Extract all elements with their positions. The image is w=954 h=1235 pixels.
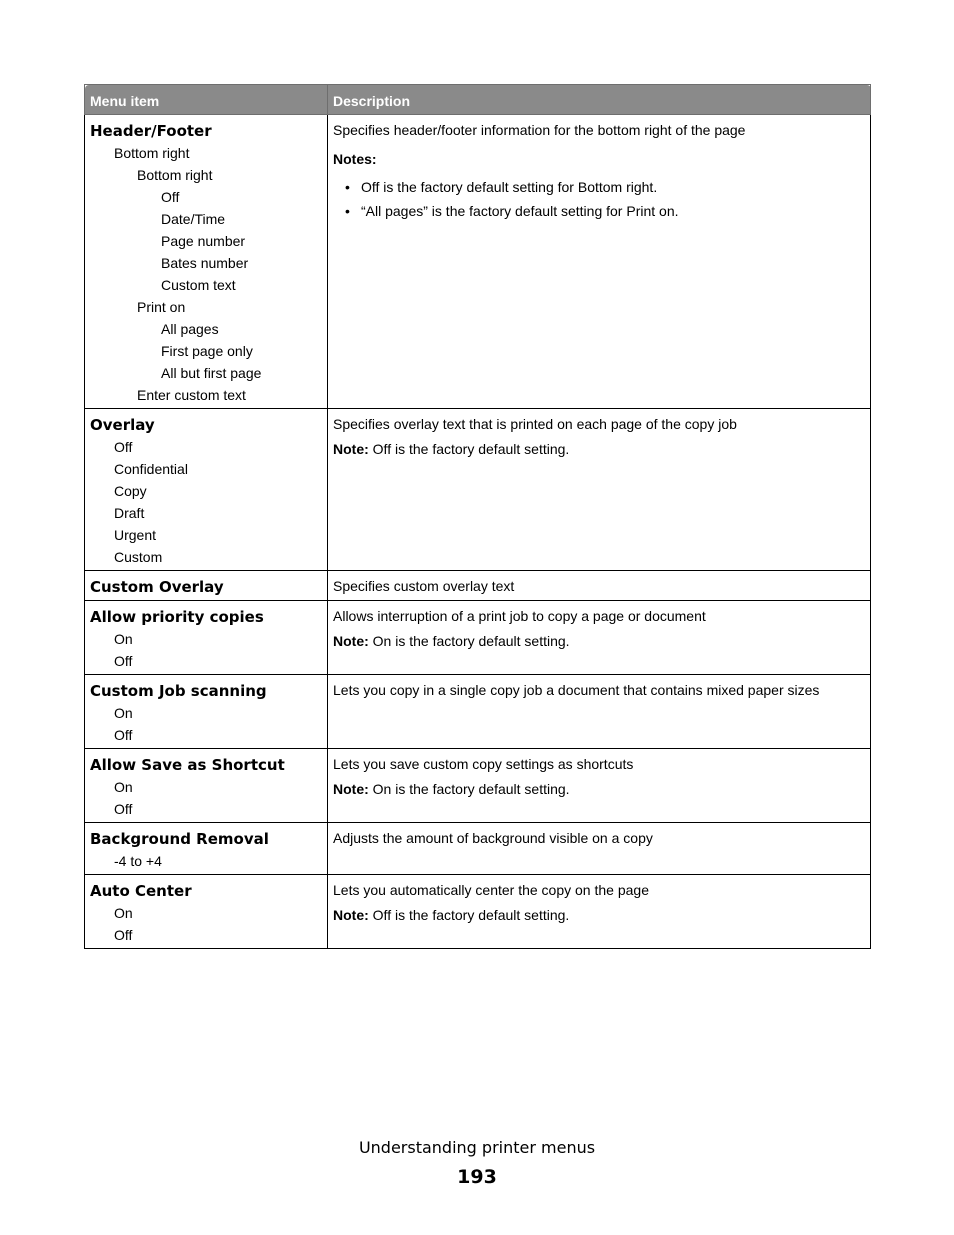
column-header-menu-item: Menu item	[85, 85, 328, 115]
menu-item-cell	[85, 601, 328, 675]
description-cell	[328, 571, 871, 601]
table-row	[85, 675, 871, 749]
menu-option: Bates number	[161, 255, 249, 271]
table-header-row	[85, 85, 871, 115]
note-text: Off is the factory default setting.	[368, 907, 570, 923]
description-text: Allows interruption of a print job to copy a page or document	[333, 608, 706, 624]
column-header-description: Description	[328, 85, 871, 115]
menu-item-title: Custom Overlay	[90, 578, 224, 596]
menu-option: Enter custom text	[137, 387, 246, 403]
menu-option: On	[114, 631, 133, 647]
menu-item-title: Auto Center	[90, 882, 192, 900]
table-row	[85, 601, 871, 675]
menu-item-title: Header/Footer	[90, 122, 212, 140]
menu-table	[84, 84, 871, 949]
menu-option: Bottom right	[137, 167, 213, 183]
menu-option: Off	[114, 801, 133, 817]
table-row	[85, 571, 871, 601]
menu-item-cell	[85, 675, 328, 749]
description-cell	[328, 675, 871, 749]
menu-option: Page number	[161, 233, 246, 249]
menu-option: Urgent	[114, 527, 157, 543]
description-cell	[328, 115, 871, 409]
note	[333, 439, 865, 459]
menu-item-cell	[85, 409, 328, 571]
note-label: Note:	[333, 441, 369, 457]
description-cell	[328, 409, 871, 571]
menu-option: All pages	[161, 321, 219, 337]
description-cell	[328, 749, 871, 823]
menu-item-cell	[85, 115, 328, 409]
table-row	[85, 749, 871, 823]
menu-option: Confidential	[114, 461, 188, 477]
menu-item-cell	[85, 571, 328, 601]
description-text: Adjusts the amount of background visible on a copy	[333, 830, 653, 846]
bullet-icon: •	[345, 179, 350, 195]
description-text: Specifies custom overlay text	[333, 578, 515, 594]
note-text: Off is the factory default setting.	[368, 441, 570, 457]
notes-list-item	[345, 177, 865, 197]
description-cell	[328, 823, 871, 875]
menu-option: Off	[114, 727, 133, 743]
bullet-icon: •	[345, 203, 350, 219]
page-number: 193	[457, 1166, 497, 1188]
description-text: Lets you copy in a single copy job a document that contains mixed paper sizes	[333, 682, 820, 698]
description-text: Specifies header/footer information for the bottom right of the page	[333, 122, 746, 138]
menu-item-title: Custom Job scanning	[90, 682, 267, 700]
note-label: Note:	[333, 633, 369, 649]
menu-option: Off	[161, 189, 180, 205]
note	[333, 905, 865, 925]
note-label: Note:	[333, 781, 369, 797]
menu-option: First page only	[161, 343, 253, 359]
footer-section-title: Understanding printer menus	[358, 1138, 596, 1157]
table-body	[85, 115, 871, 949]
table-row	[85, 875, 871, 949]
menu-item-cell	[85, 875, 328, 949]
description-text: Specifies overlay text that is printed on each page of the copy job	[333, 416, 737, 432]
menu-item-cell	[85, 749, 328, 823]
notes-list-item	[345, 201, 865, 221]
menu-option: On	[114, 905, 133, 921]
menu-option: Custom	[114, 549, 163, 565]
menu-option: On	[114, 779, 133, 795]
note-text: “All pages” is the factory default setting for Print on.	[361, 203, 679, 219]
menu-option: Custom text	[161, 277, 236, 293]
description-text: Lets you save custom copy settings as shortcuts	[333, 756, 634, 772]
notes-heading: Notes:	[333, 151, 377, 167]
menu-option: All but first page	[161, 365, 262, 381]
menu-item-title: Allow priority copies	[90, 608, 264, 626]
menu-option: Draft	[114, 505, 145, 521]
menu-option: On	[114, 705, 133, 721]
table-row	[85, 409, 871, 571]
note	[333, 779, 865, 799]
notes-list	[333, 177, 865, 221]
menu-option: Copy	[114, 483, 147, 499]
menu-item-title: Allow Save as Shortcut	[90, 756, 285, 774]
menu-item-title: Background Removal	[90, 830, 269, 848]
note-text: On is the factory default setting.	[368, 633, 570, 649]
table-row	[85, 823, 871, 875]
menu-option: Off	[114, 439, 133, 455]
description-cell	[328, 875, 871, 949]
description-text: Lets you automatically center the copy on the page	[333, 882, 649, 898]
menu-option: Print on	[137, 299, 186, 315]
note-text: On is the factory default setting.	[368, 781, 570, 797]
menu-item-title: Overlay	[90, 416, 155, 434]
menu-item-cell	[85, 823, 328, 875]
menu-option: Off	[114, 927, 133, 943]
menu-option: Bottom right	[114, 145, 190, 161]
note-label: Note:	[333, 907, 369, 923]
menu-option: -4 to +4	[114, 853, 162, 869]
note-text: Off is the factory default setting for Bottom right.	[361, 179, 658, 195]
description-cell	[328, 601, 871, 675]
note	[333, 631, 865, 651]
menu-option: Date/Time	[161, 211, 226, 227]
table-row	[85, 115, 871, 409]
menu-option: Off	[114, 653, 133, 669]
